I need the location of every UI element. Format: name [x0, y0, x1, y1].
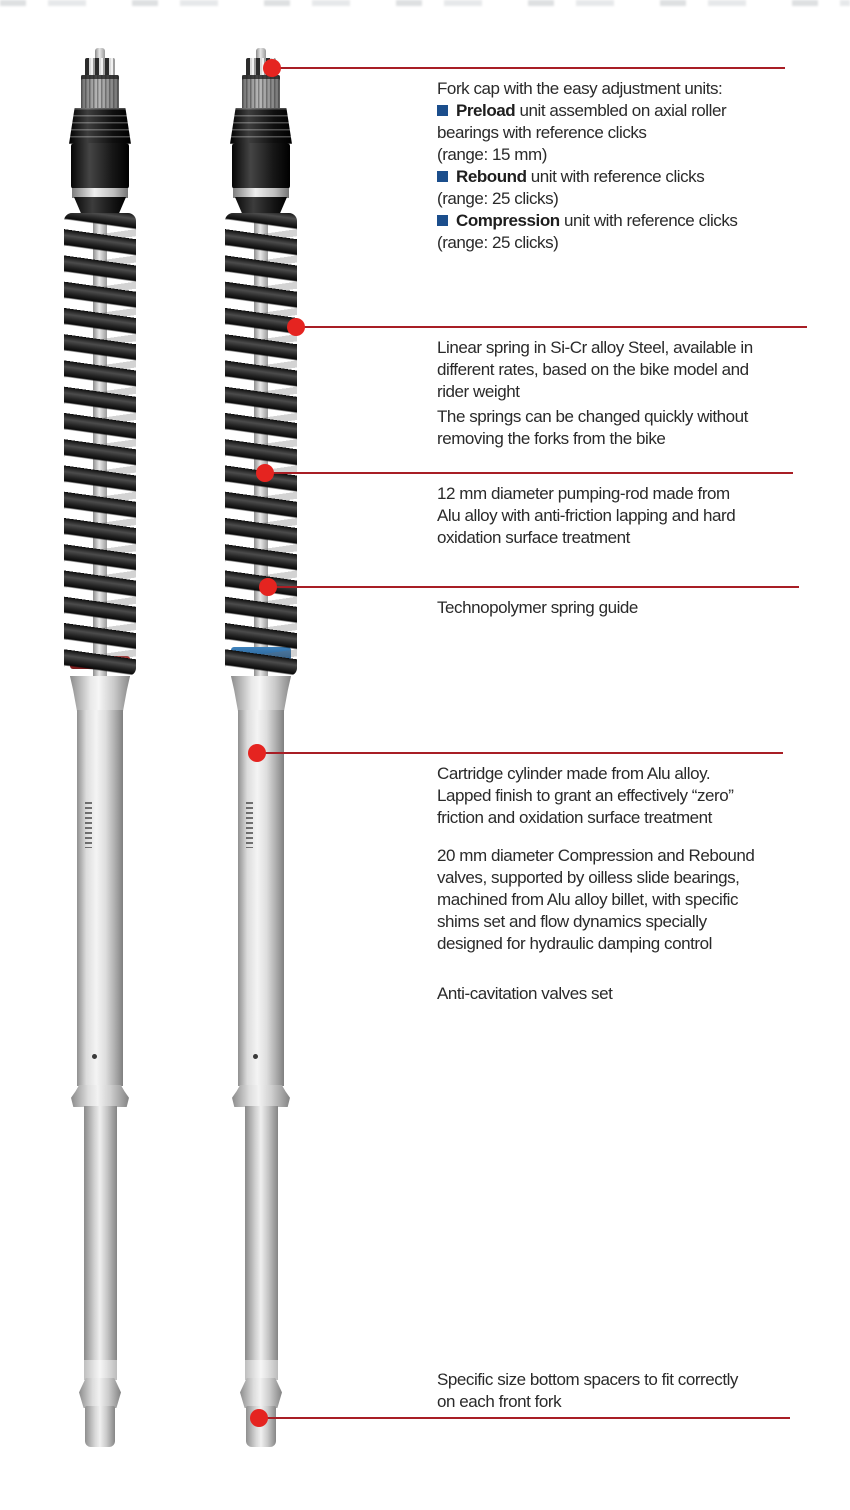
fork-lower-collar	[74, 197, 126, 214]
bullet-square-icon	[437, 171, 448, 182]
fork-cap-knurled-adjuster	[242, 75, 280, 110]
fork-silver-ring	[233, 188, 289, 198]
fork-tip	[85, 1406, 115, 1447]
fork-cap-body	[232, 143, 290, 189]
spring-coils	[225, 213, 297, 676]
callout-line-pumping-rod	[265, 472, 793, 474]
lower-rod-light-section	[245, 1360, 278, 1380]
annotation-bottom-spacer	[437, 1369, 738, 1413]
callout-line-fork-cap	[272, 67, 785, 69]
annotation-line: Rebound unit with reference clicks	[437, 166, 737, 188]
coil-spring	[225, 213, 297, 676]
annotation-line: (range: 15 mm)	[437, 145, 547, 164]
annotation-line: designed for hydraulic damping control	[437, 934, 712, 953]
annotation-line: Technopolymer spring guide	[437, 598, 638, 617]
fork-cap-ribbed-rings	[69, 108, 131, 144]
callout-dot-cartridge	[248, 744, 266, 762]
callout-dot-spring	[287, 318, 305, 336]
bullet-square-icon	[437, 105, 448, 116]
callout-line-bottom-spacer	[259, 1417, 790, 1419]
annotation-line: shims set and flow dynamics specially	[437, 912, 707, 931]
fork-cap-ribbed-rings	[230, 108, 292, 144]
annotation-pumping-rod	[437, 483, 735, 549]
cartridge-cylinder	[238, 710, 284, 1086]
annotation-line: Preload unit assembled on axial roller	[437, 100, 737, 122]
annotation-line: machined from Alu alloy billet, with specific	[437, 890, 738, 909]
fork-cap-body	[71, 143, 129, 189]
brand-marking	[246, 802, 253, 848]
annotation-fork-cap	[437, 78, 737, 254]
bleed-hole	[92, 1054, 97, 1059]
annotation-line: Specific size bottom spacers to fit correctly	[437, 1370, 738, 1389]
annotation-line: Anti-cavitation valves set	[437, 984, 613, 1003]
annotation-line: Alu alloy with anti-friction lapping and hard	[437, 506, 736, 525]
annotation-line: Linear spring in Si-Cr alloy Steel, available in	[437, 338, 753, 357]
annotation-line: friction and oxidation surface treatment	[437, 808, 712, 827]
annotation-line: Fork cap with the easy adjustment units:	[437, 79, 723, 98]
cylinder-end-flange	[71, 1085, 129, 1107]
annotation-line: 12 mm diameter pumping-rod made from	[437, 484, 730, 503]
fork-cartridge-left	[60, 48, 140, 1448]
bleed-hole	[253, 1054, 258, 1059]
annotation-line: on each front fork	[437, 1392, 562, 1411]
brand-marking	[85, 802, 92, 848]
annotation-spring	[437, 337, 753, 450]
cylinder-end-flange	[232, 1085, 290, 1107]
callout-dot-spring-guide	[259, 578, 277, 596]
callout-line-cartridge	[257, 752, 783, 754]
fork-silver-ring	[72, 188, 128, 198]
lower-rod	[84, 1106, 117, 1380]
annotation-line: removing the forks from the bike	[437, 429, 666, 448]
callout-dot-bottom-spacer	[250, 1409, 268, 1427]
annotation-line: 20 mm diameter Compression and Rebound	[437, 846, 755, 865]
cartridge-cylinder	[77, 710, 123, 1086]
annotation-line: valves, supported by oilless slide bearings,	[437, 868, 740, 887]
cropped-text-remnants	[0, 0, 850, 6]
annotation-line: Cartridge cylinder made from Alu alloy.	[437, 764, 711, 783]
bottom-spacer	[79, 1378, 121, 1408]
bottom-spacer	[240, 1378, 282, 1408]
bullet-square-icon	[437, 215, 448, 226]
annotation-line: oxidation surface treatment	[437, 528, 630, 547]
annotation-line: different rates, based on the bike model and	[437, 360, 749, 379]
annotation-line: (range: 25 clicks)	[437, 189, 559, 208]
annotation-line: (range: 25 clicks)	[437, 233, 559, 252]
annotation-cartridge	[437, 763, 754, 1005]
spring-coils	[64, 213, 136, 676]
annotation-spring-guide	[437, 597, 638, 619]
annotation-line: rider weight	[437, 382, 520, 401]
coil-spring	[64, 213, 136, 676]
annotation-line: bearings with reference clicks	[437, 123, 647, 142]
spring-guide-cone	[229, 676, 293, 711]
annotation-line: Lapped finish to grant an effectively “zero”	[437, 786, 734, 805]
annotation-line: The springs can be changed quickly without	[437, 407, 748, 426]
fork-cap-knurled-adjuster	[81, 75, 119, 110]
callout-line-spring-guide	[268, 586, 799, 588]
callout-dot-fork-cap	[263, 59, 281, 77]
lower-rod-light-section	[84, 1360, 117, 1380]
fork-lower-collar	[235, 197, 287, 214]
lower-rod	[245, 1106, 278, 1380]
callout-line-spring	[296, 326, 807, 328]
spring-guide-cone	[68, 676, 132, 711]
callout-dot-pumping-rod	[256, 464, 274, 482]
annotation-line: Compression unit with reference clicks	[437, 210, 737, 232]
